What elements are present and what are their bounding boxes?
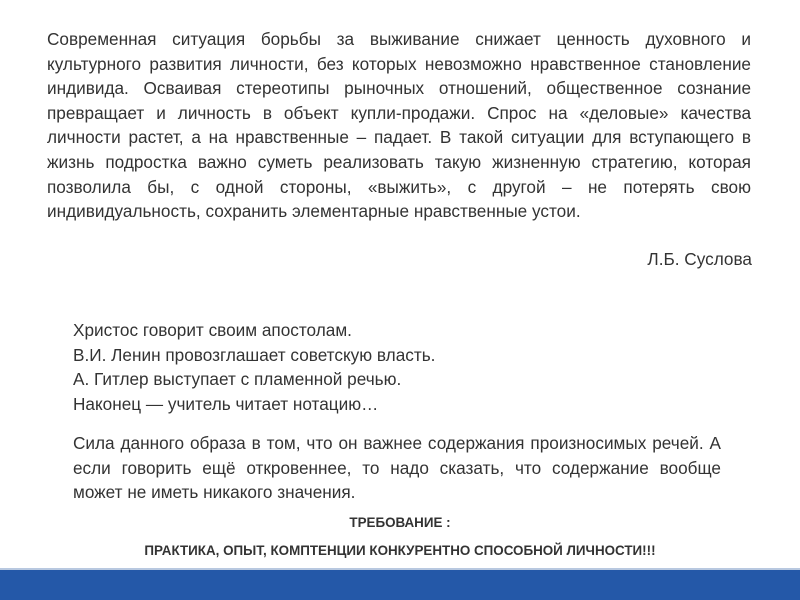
examples-list (73, 318, 733, 416)
quote-author: Л.Б. Суслова (647, 249, 752, 269)
requirement-text: ПРАКТИКА, ОПЫТ, КОМПТЕНЦИИ КОНКУРЕНТНО СПОСОБНОЙ ЛИЧНОСТИ!!! (144, 543, 656, 558)
image-power-paragraph: Сила данного образа в том, что он важнее содержания произносимых речей. А если говорить ещё откровеннее, то надо сказать, что содержание вообще может не иметь никакого значения. (73, 433, 721, 503)
example-line: Христос говорит своим апостолам. (73, 320, 352, 340)
example-line: В.И. Ленин провозглашает советскую власть. (73, 344, 436, 365)
quote-paragraph: Современная ситуация борьбы за выживание снижает ценность духовного и культурного развития личности, без которых невозможно нравственное становление индивида. Осваивая стереотипы рыночных отношений, общественное сознание превращает и личность в объект купли-продажи. Спрос на «деловые» качества личности растет, а на нравственные – падает. В такой ситуации для вступающего в жизнь подростка важно суметь реализовать такую жизненную стратегию, которая позволила бы, с одной стороны, «выжить», с другой – не потерять свою индивидуальность, сохранить элементарные нравственные устои. (47, 29, 751, 222)
footer-bar (0, 570, 800, 600)
requirement-heading: ТРЕБОВАНИЕ : (349, 515, 451, 530)
example-line: Наконец — учитель читает нотацию… (73, 393, 379, 414)
example-line: А. Гитлер выступает с пламенной речью. (73, 369, 402, 389)
